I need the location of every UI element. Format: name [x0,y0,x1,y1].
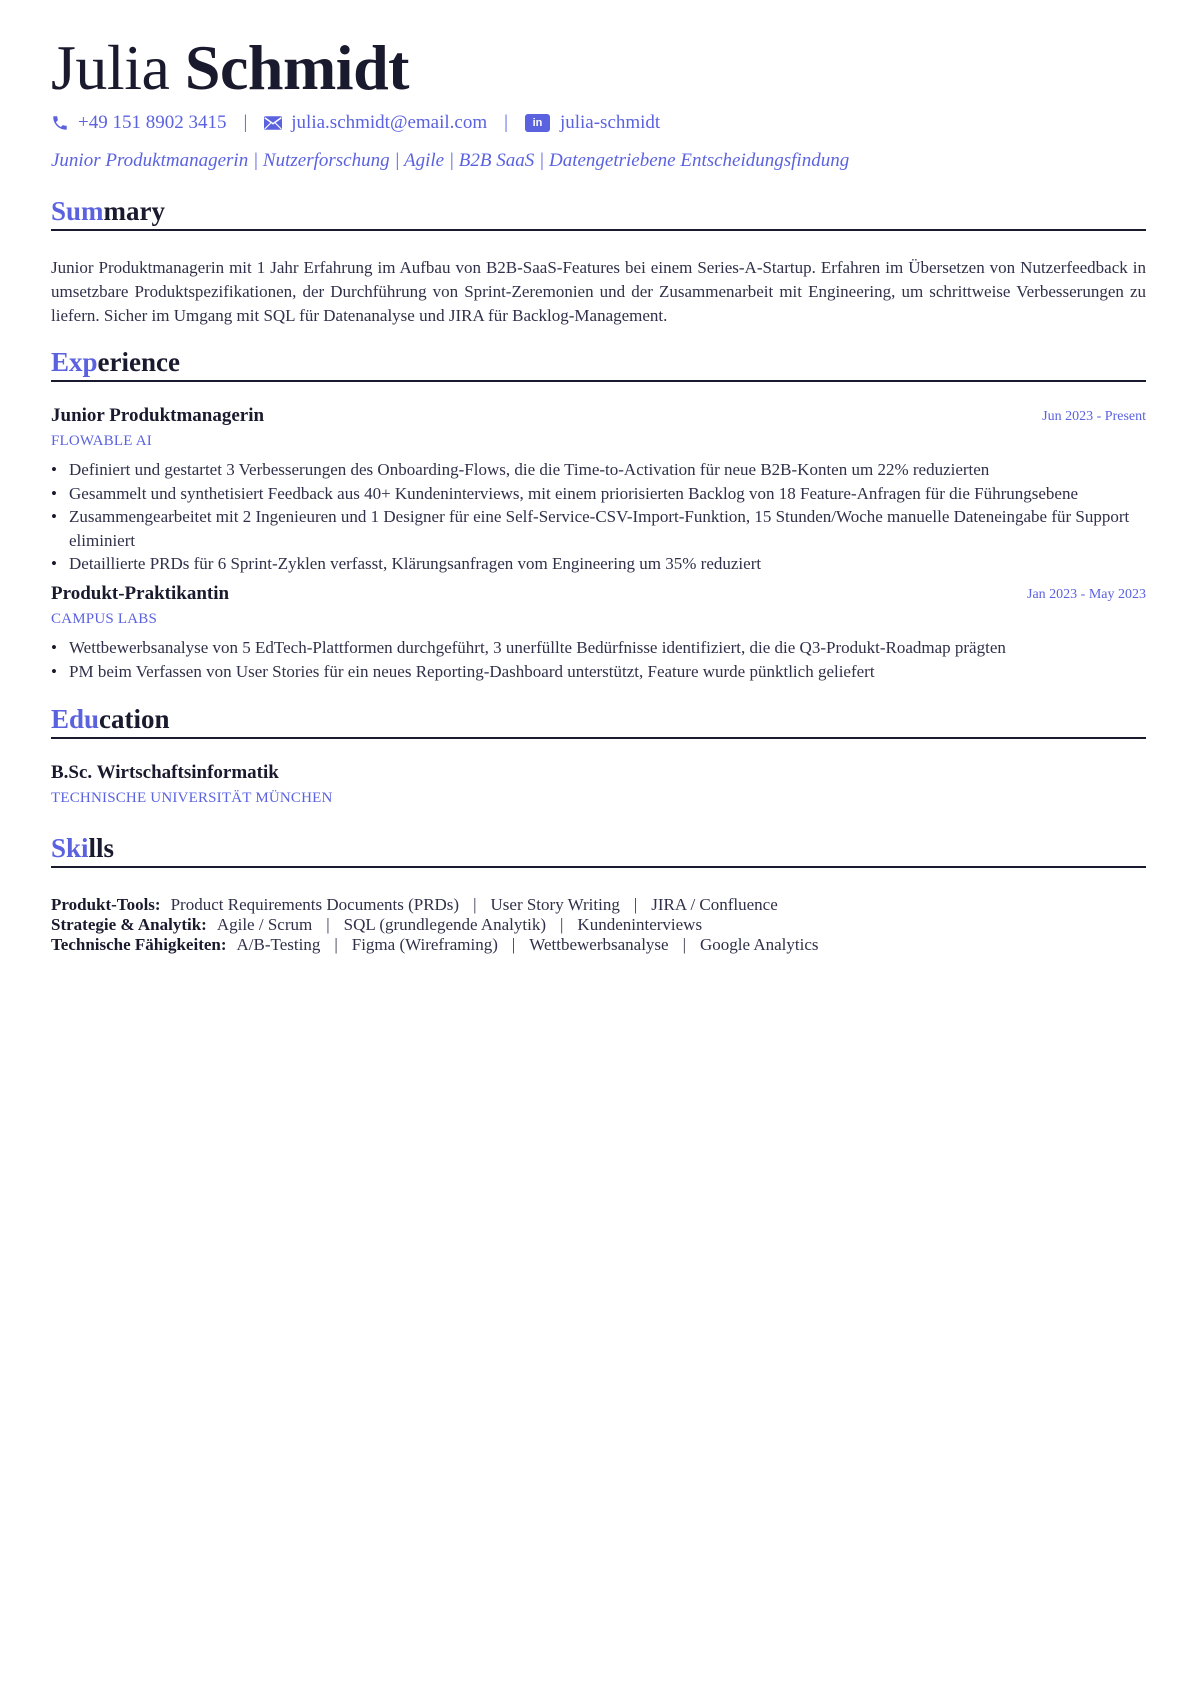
job-date: Jan 2023 - May 2023 [1027,587,1146,602]
skill-separator: | [682,935,686,954]
contact-email[interactable] [264,112,487,134]
skills-list [51,895,819,955]
skill-row [51,895,819,915]
contact-bar [51,112,660,134]
job-bullet: • Wettbewerbsanalyse von 5 EdTech-Plattformen durchgeführt, 3 unerfüllte Bedürfnisse identifiziert, die die Q3-Produkt-Roadmap prägten [51,636,1146,660]
job-title: Produkt-Praktikantin [51,583,230,604]
skills-heading-rest: lls [88,833,115,863]
skill-item: SQL (grundlegende Analytik) [343,915,547,934]
summary-text: Junior Produktmanagerin mit 1 Jahr Erfahrung im Aufbau von B2B-SaaS-Features bei einem Series-A-Startup. Erfahren im Übersetzen von Nutzerfeedback in umsetzbare Produktspezifikationen, der Durchführung von Sprint-Zeremonien und der Zusammenarbeit mit Engineering, um schrittweise Verbesserungen zu liefern. Sicher im Umgang mit SQL für Datenanalyse und JIRA für Backlog-Management. [51,258,1146,325]
first-name: Julia [51,32,170,103]
skill-item: Google Analytics [700,935,819,954]
job-bullets [51,458,1146,576]
skill-item: JIRA / Confluence [651,895,778,914]
education-heading [51,704,1146,739]
summary-heading-accent: Sum [51,196,104,226]
email-link[interactable]: julia.schmidt@email.com [291,112,488,133]
school-name: TECHNISCHE UNIVERSITÄT MÜNCHEN [51,790,333,806]
skill-item: User Story Writing [490,895,620,914]
skill-separator: | [326,915,330,934]
degree-title: B.Sc. Wirtschaftsinformatik [51,762,279,783]
company-name: CAMPUS LABS [51,611,157,627]
job-bullets [51,636,1146,683]
linkedin-link[interactable]: julia-schmidt [559,112,661,133]
skill-item: Figma (Wireframing) [351,935,498,954]
company-name: FLOWABLE AI [51,433,152,449]
experience-heading-rest: erience [97,347,180,377]
skill-category: Strategie & Analytik: [51,915,207,934]
job-bullet: • Gesammelt und synthetisiert Feedback aus 40+ Kundeninterviews, mit einem priorisierten Backlog von 18 Feature-Anfragen für die Führungsebene [51,482,1146,506]
contact-separator: | [243,112,248,133]
contact-phone [51,112,226,134]
skill-item: Agile / Scrum [216,915,313,934]
phone-number: +49 151 8902 3415 [78,112,227,133]
job-bullet: • PM beim Verfassen von User Stories für ein neues Reporting-Dashboard unterstützt, Feature wurde pünktlich geliefert [51,660,1146,684]
skill-item: Product Requirements Documents (PRDs) [170,895,460,914]
job-bullet: • Zusammengearbeitet mit 2 Ingenieuren und 1 Designer für eine Self-Service-CSV-Import-Funktion, 15 Stunden/Woche manuelle Dateneingabe für Support eliminiert [51,505,1146,552]
skill-item: Wettbewerbsanalyse [529,935,669,954]
skill-separator: | [511,935,516,954]
skill-row [51,915,819,935]
experience-heading-accent: Exp [51,347,98,377]
job-bullet: • Detaillierte PRDs für 6 Sprint-Zyklen verfasst, Klärungsanfragen vom Engineering um 35% reduziert [51,552,1146,576]
skill-category: Produkt-Tools: [51,895,161,914]
job-bullet: • Definiert und gestartet 3 Verbesserungen des Onboarding-Flows, die die Time-to-Activation für neue B2B-Konten um 22% reduzierten [51,458,1146,482]
skill-separator: | [560,915,564,934]
job-title: Junior Produktmanagerin [51,405,265,426]
education-heading-rest: cation [99,704,170,734]
skill-item: Kundeninterviews [577,915,703,934]
envelope-icon [264,116,282,130]
skill-row [51,935,819,955]
candidate-name [51,30,409,107]
skill-separator: | [633,895,638,914]
experience-heading [51,347,1146,382]
contact-linkedin[interactable] [525,112,660,134]
skill-category: Technische Fähigkeiten: [51,935,227,954]
skill-separator: | [334,935,338,954]
job-date: Jun 2023 - Present [1042,409,1146,424]
skills-heading [51,833,1146,868]
education-heading-accent: Edu [51,704,100,734]
skill-item: A/B-Testing [236,935,321,954]
skill-separator: | [473,895,477,914]
summary-heading-rest: mary [103,196,166,226]
phone-icon [51,114,69,132]
skills-heading-accent: Ski [51,833,89,863]
summary-heading [51,196,1146,231]
linkedin-icon: in [525,114,550,132]
contact-separator: | [504,112,508,133]
tagline: Junior Produktmanagerin | Nutzerforschung | Agile | B2B SaaS | Datengetriebene Entscheidungsfindung [51,150,850,171]
last-name: Schmidt [184,32,409,103]
